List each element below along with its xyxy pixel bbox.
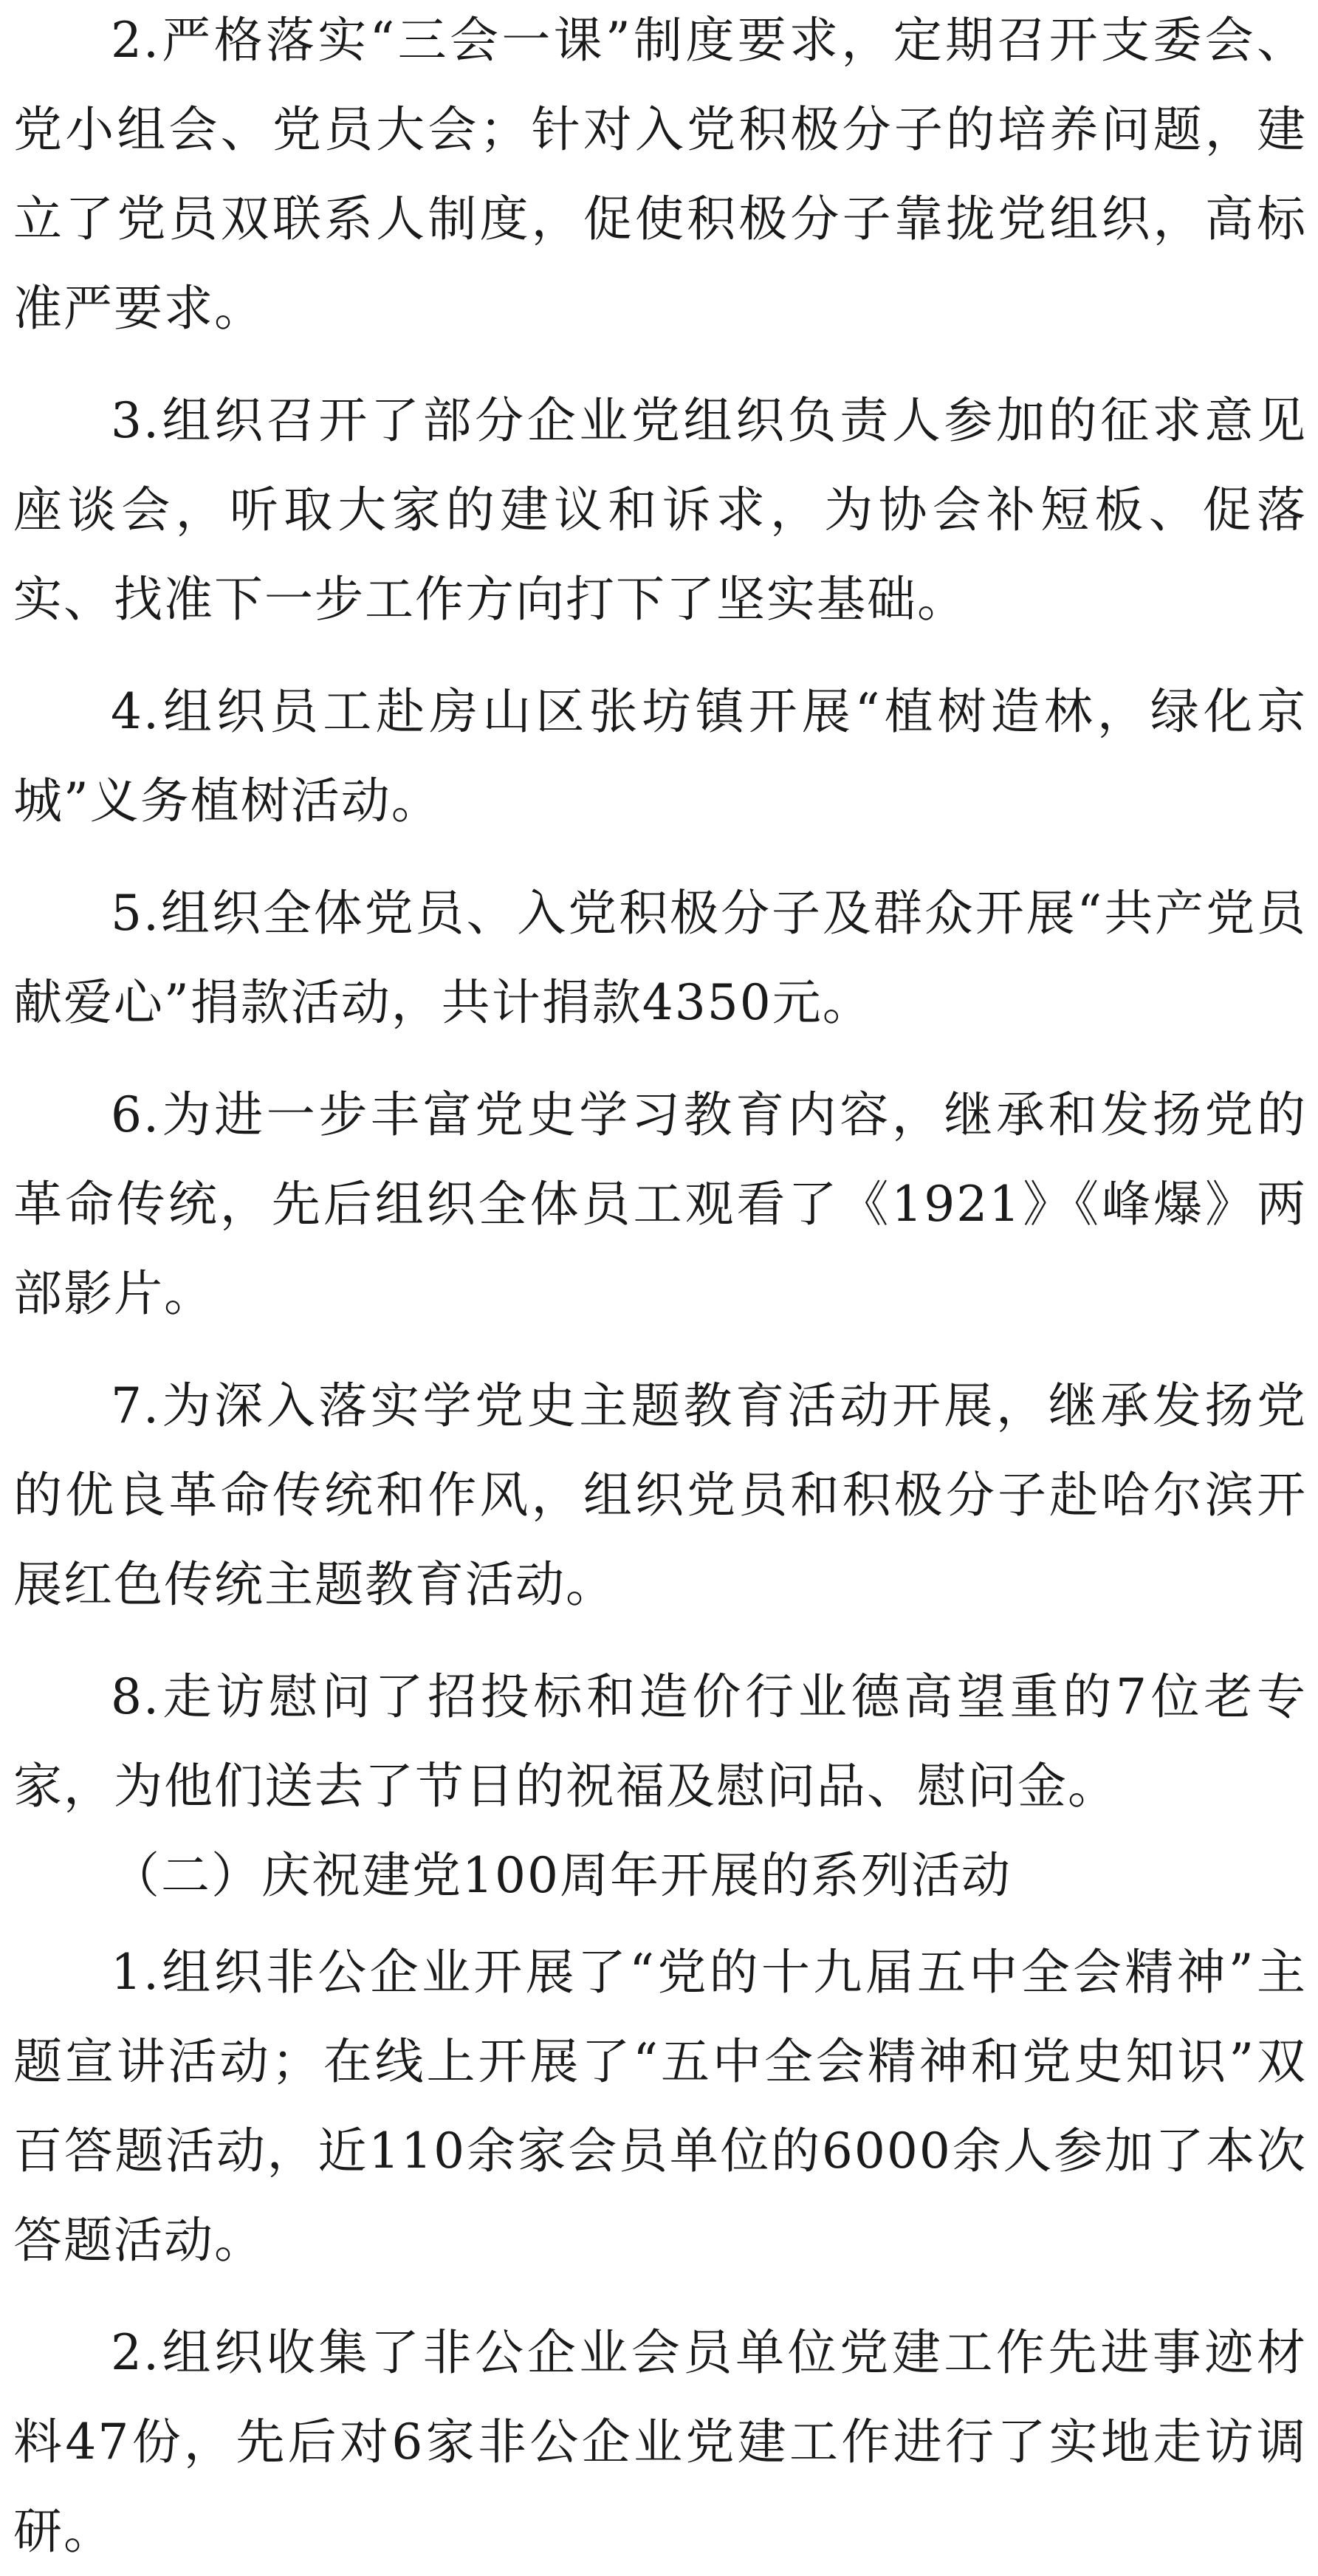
document-body	[13, 0, 1307, 2576]
section-paragraph-item-2: 2.组织收集了非公企业会员单位党建工作先进事迹材料47份，先后对6家非公企业党建工作进行了实地走访调研。	[13, 2324, 1307, 2560]
paragraph-item-3: 3.组织召开了部分企业党组织负责人参加的征求意见座谈会，听取大家的建议和诉求，为协会补短板、促落实、找准下一步工作方向打下了坚实基础。	[13, 392, 1307, 628]
paragraph-item-5: 5.组织全体党员、入党积极分子及群众开展“共产党员献爱心”捐款活动，共计捐款4350元。	[13, 885, 1307, 1031]
paragraph-item-8: 8.走访慰问了招投标和造价行业德高望重的7位老专家，为他们送去了节日的祝福及慰问品、慰问金。	[13, 1668, 1307, 1815]
section-paragraph-item-1: 1.组织非公企业开展了“党的十九届五中全会精神”主题宣讲活动；在线上开展了“五中全会精神和党史知识”双百答题活动，近110余家会员单位的6000余人参加了本次答题活动。	[13, 1944, 1307, 2269]
paragraph-item-7: 7.为深入落实学党史主题教育活动开展，继承发扬党的优良革命传统和作风，组织党员和积极分子赴哈尔滨开展红色传统主题教育活动。	[13, 1377, 1307, 1613]
paragraph-item-2: 2.严格落实“三会一课”制度要求，定期召开支委会、党小组会、党员大会；针对入党积极分子的培养问题，建立了党员双联系人制度，促使积极分子靠拢党组织，高标准严要求。	[13, 12, 1307, 337]
section-heading: （二）庆祝建党100周年开展的系列活动	[111, 1847, 1012, 1904]
paragraph-item-4: 4.组织员工赴房山区张坊镇开展“植树造林，绿化京城”义务植树活动。	[13, 683, 1307, 829]
paragraph-item-6: 6.为进一步丰富党史学习教育内容，继承和发扬党的革命传统，先后组织全体员工观看了《1921》《峰爆》两部影片。	[13, 1086, 1307, 1322]
